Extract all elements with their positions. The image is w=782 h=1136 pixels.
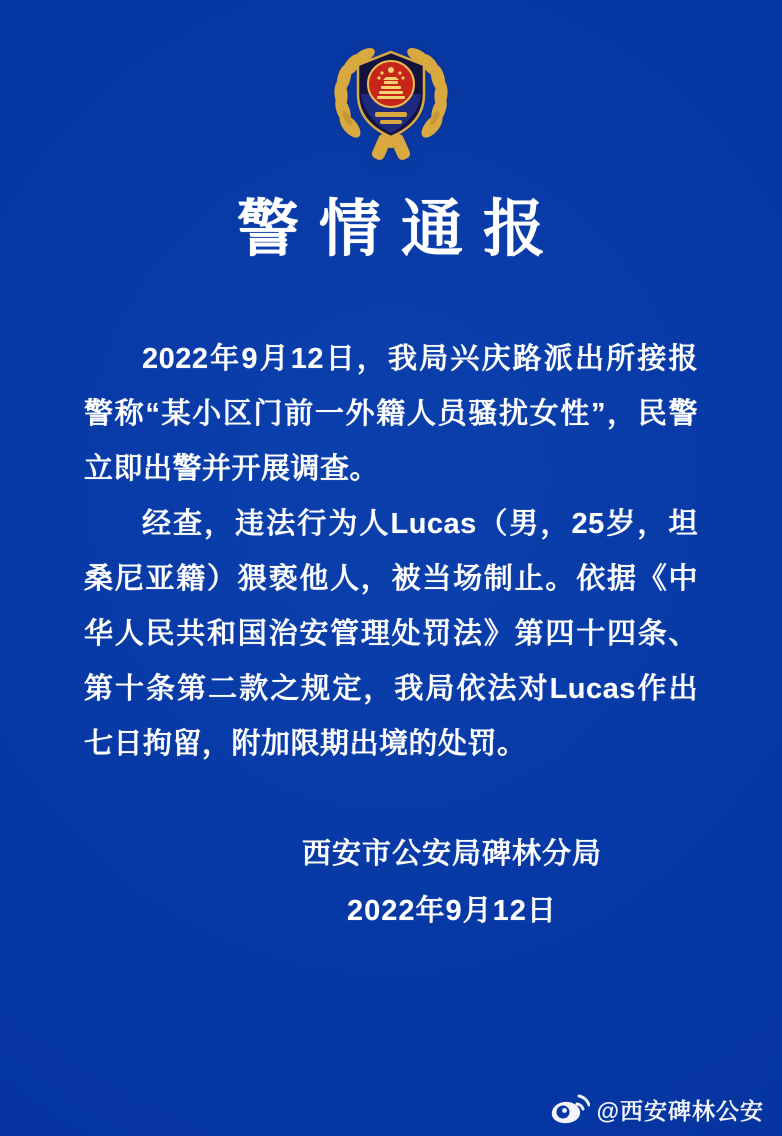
police-emblem: [325, 44, 457, 164]
notice-body: [84, 332, 698, 772]
notice-paragraph-1: 2022年9月12日，我局兴庆路派出所接报警称“某小区门前一外籍人员骚扰女性”，民警立即出警并开展调查。: [84, 343, 698, 485]
notice-title: 警情通报: [236, 196, 565, 264]
signature-block: [302, 826, 602, 940]
weibo-icon: [550, 1092, 590, 1126]
weibo-watermark: [550, 1092, 764, 1126]
police-emblem-icon: [325, 44, 457, 164]
issuing-organization: 西安市公安局碑林分局: [301, 838, 602, 870]
weibo-handle: @西安碑林公安: [596, 1097, 764, 1124]
issue-date: 2022年9月12日: [347, 895, 557, 927]
notice-paragraph-2: 经查，违法行为人Lucas（男，25岁，坦桑尼亚籍）猥亵他人，被当场制止。依据《中华人民共和国治安管理处罚法》第四十四条、第十条第二款之规定，我局依法对Lucas作出七日拘留，附加限期出境的处罚。: [84, 508, 698, 760]
